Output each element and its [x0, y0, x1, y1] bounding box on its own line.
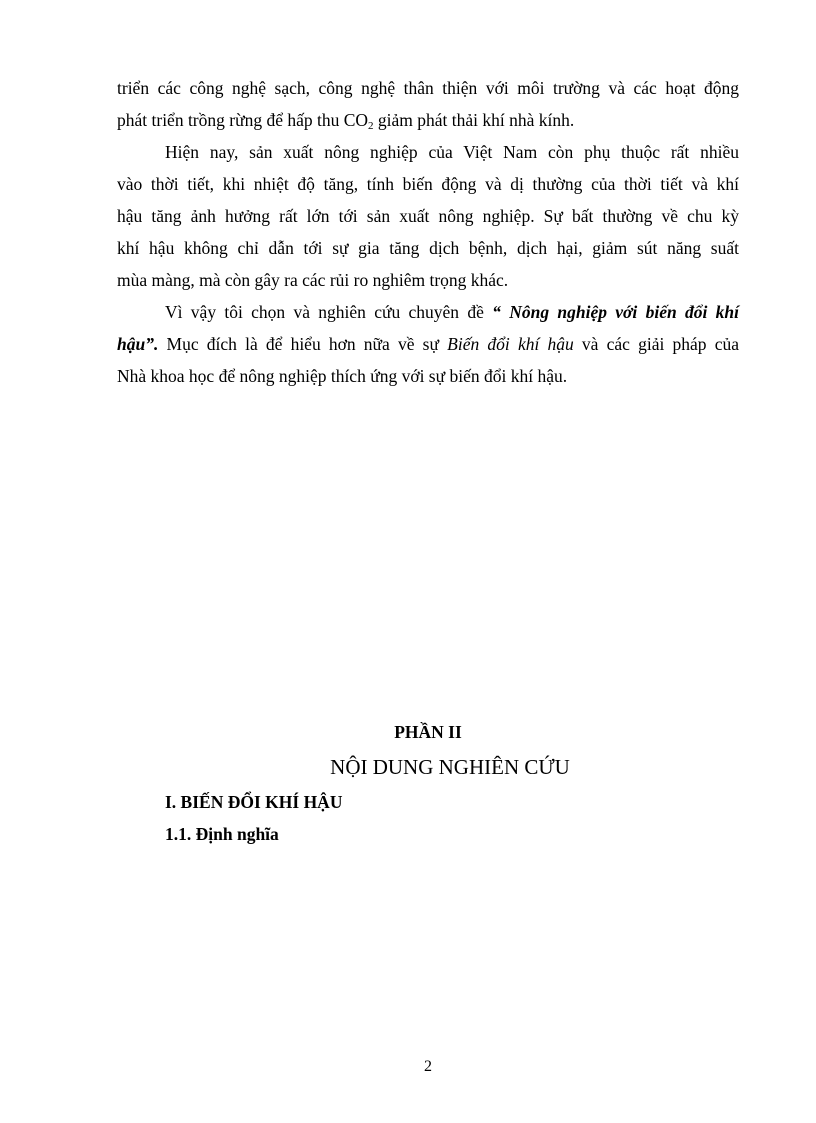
topic-title-emphasis-end: hậu”.	[117, 334, 159, 354]
page-number: 2	[424, 1058, 432, 1075]
paragraph-1-line-2-rest: giảm phát thải khí nhà kính.	[373, 110, 575, 130]
paragraph-2-line-2: vào thời tiết, khi nhiệt độ tăng, tính biến động và dị thường của thời tiết và khí	[117, 174, 739, 194]
paragraph-2-line-1: Hiện nay, sản xuất nông nghiệp của Việt Nam còn phụ thuộc rất nhiều	[165, 142, 739, 162]
paragraph-3-line-3: Nhà khoa học để nông nghiệp thích ứng với sự biến đổi khí hậu.	[117, 366, 568, 386]
paragraph-3-line-1-text: Vì vậy tôi chọn và nghiên cứu chuyên đề	[165, 302, 493, 322]
paragraph-2-line-3: hậu tăng ảnh hưởng rất lớn tới sản xuất nông nghiệp. Sự bất thường về chu kỳ	[117, 206, 739, 226]
co2-subscript: 2	[368, 120, 374, 132]
part-label: PHẦN II	[394, 722, 462, 742]
paragraph-1-line-1: triển các công nghệ sạch, công nghệ thân thiện với môi trường và các hoạt động	[117, 78, 739, 98]
subsection-heading: 1.1. Định nghĩa	[165, 824, 279, 844]
paragraph-3-line-1	[165, 296, 739, 328]
paragraph-3-line-2	[117, 328, 739, 360]
section-heading: I. BIẾN ĐỔI KHÍ HẬU	[165, 792, 343, 812]
paragraph-3-line-2-text-b: và các giải pháp của	[573, 334, 739, 354]
paragraph-3-line-2-text-a: Mục đích là để hiểu hơn nữa về sự	[158, 334, 448, 354]
part-title: NỘI DUNG NGHIÊN CỨU	[330, 755, 570, 779]
paragraph-1-line-2	[117, 104, 739, 136]
paragraph-2-line-5: mùa màng, mà còn gây ra các rủi ro nghiêm trọng khác.	[117, 270, 509, 290]
paragraph-1-line-2-text: phát triển trồng rừng để hấp thu CO	[117, 110, 369, 130]
topic-title-emphasis: “ Nông nghiệp với biến đổi khí	[492, 302, 739, 322]
paragraph-2-line-4: khí hậu không chỉ dẫn tới sự gia tăng dịch bệnh, dịch hại, giảm sút năng suất	[117, 238, 739, 258]
climate-change-italic: Biến đổi khí hậu	[447, 334, 574, 354]
